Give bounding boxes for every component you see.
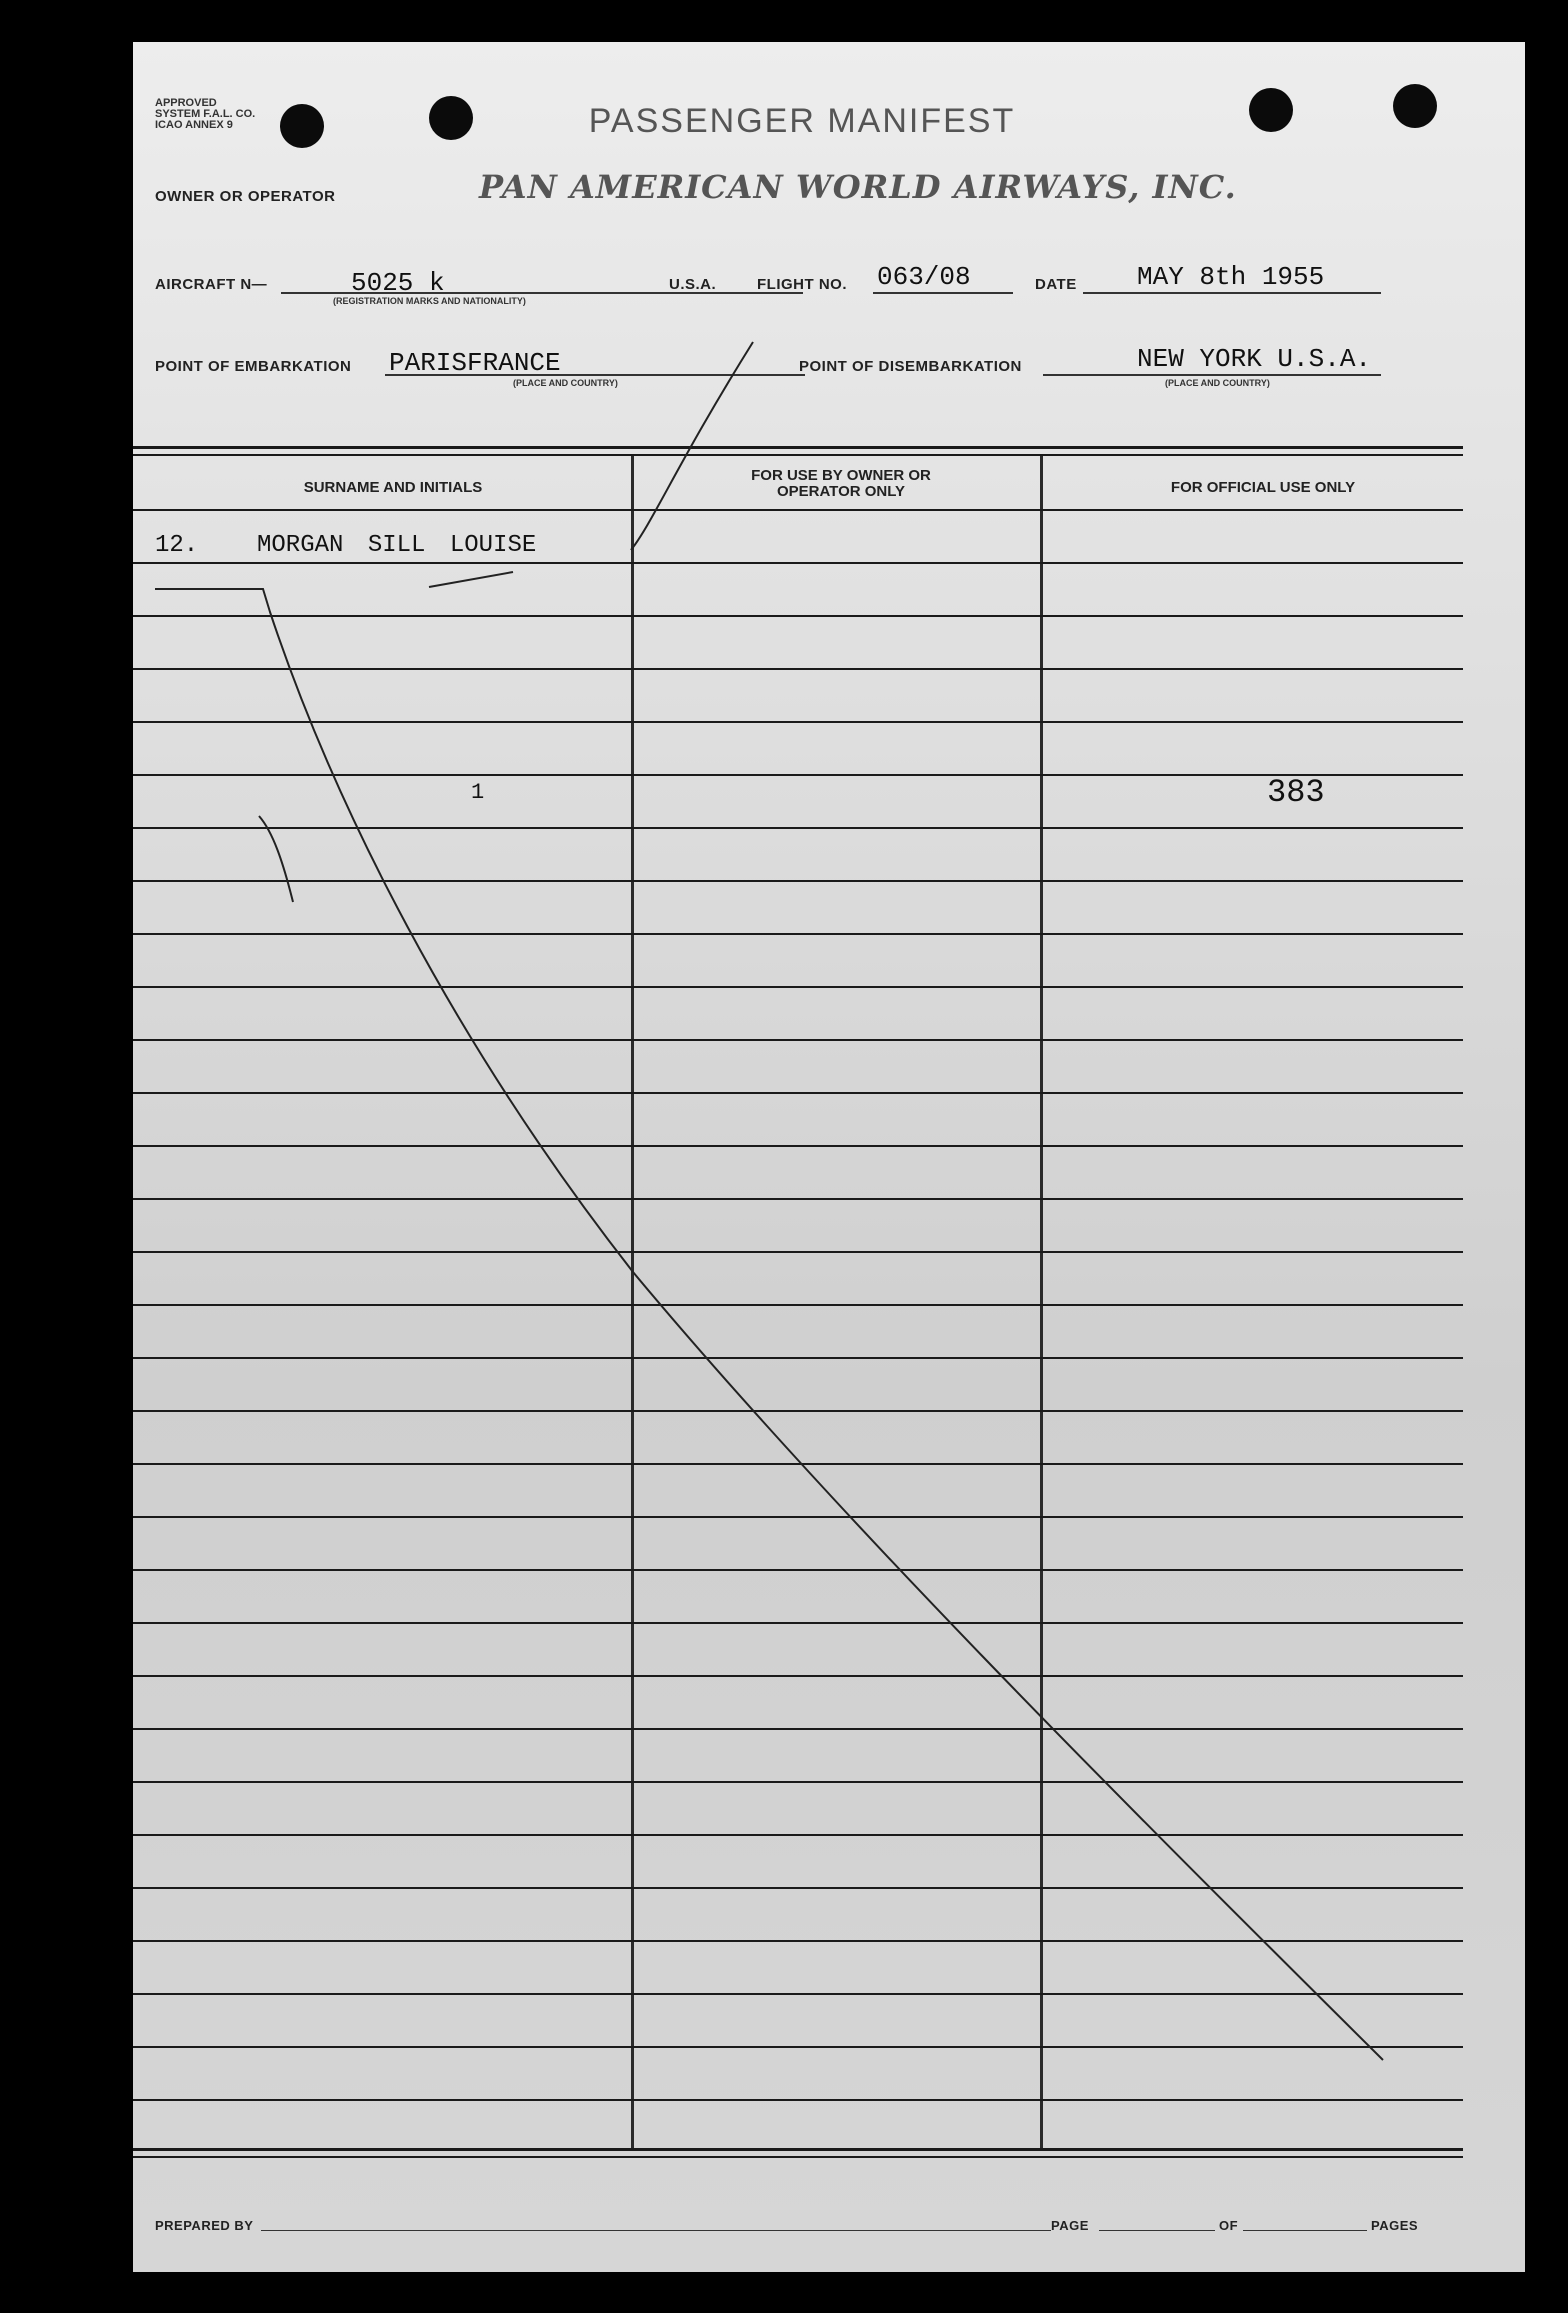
disembark-value: NEW YORK U.S.A. xyxy=(1137,344,1372,374)
approval-line: APPROVED xyxy=(155,97,217,109)
approval-line: ICAO ANNEX 9 xyxy=(155,119,233,131)
flight-label: FLIGHT NO. xyxy=(757,276,847,293)
flight-value: 063/08 xyxy=(877,262,971,292)
aircraft-label: AIRCRAFT N— xyxy=(155,276,268,293)
owner-label: OWNER OR OPERATOR xyxy=(155,188,336,205)
approval-line: SYSTEM F.A.L. CO. xyxy=(155,108,256,120)
table-bottom-rule xyxy=(133,2156,1463,2158)
stray-mark: 1 xyxy=(471,780,485,805)
date-label: DATE xyxy=(1035,276,1077,293)
pen-strokes xyxy=(133,42,1525,2272)
usa-label: U.S.A. xyxy=(669,276,717,293)
place-note-embark: (PLACE AND COUNTRY) xyxy=(513,378,618,388)
embark-value: PARISFRANCE xyxy=(389,348,561,378)
place-note-disembark: (PLACE AND COUNTRY) xyxy=(1165,378,1270,388)
pages-label: PAGES xyxy=(1371,2218,1419,2233)
header-surname: SURNAME AND INITIALS xyxy=(303,479,483,496)
prepared-by-label: PREPARED BY xyxy=(155,2218,254,2233)
of-underline xyxy=(1243,2230,1367,2231)
embark-label: POINT OF EMBARKATION xyxy=(155,358,352,375)
registration-note: (REGISTRATION MARKS AND NATIONALITY) xyxy=(333,296,526,306)
page-underline xyxy=(1099,2230,1215,2231)
entry-number: 12. xyxy=(155,532,199,559)
disembark-label: POINT OF DISEMBARKATION xyxy=(799,358,1022,375)
table-bottom-rule xyxy=(133,2148,1463,2151)
operator-name: PAN AMERICAN WORLD AIRWAYS, INC. xyxy=(479,168,1237,206)
date-value: MAY 8th 1955 xyxy=(1137,262,1325,292)
aircraft-value: 5025 k xyxy=(351,268,445,298)
header-owner-use: FOR USE BY OWNER OR OPERATOR ONLY xyxy=(751,467,931,500)
official-number: 383 xyxy=(1267,774,1325,811)
of-label: OF xyxy=(1219,2218,1239,2233)
header-official-use: FOR OFFICIAL USE ONLY xyxy=(1170,479,1356,496)
prepared-by-underline xyxy=(261,2230,1051,2231)
form-title: PASSENGER MANIFEST xyxy=(588,102,1016,140)
manifest-sheet xyxy=(133,42,1525,2272)
page-label: PAGE xyxy=(1051,2218,1089,2233)
passenger-name: MORGAN SILL LOUISE xyxy=(257,532,537,559)
